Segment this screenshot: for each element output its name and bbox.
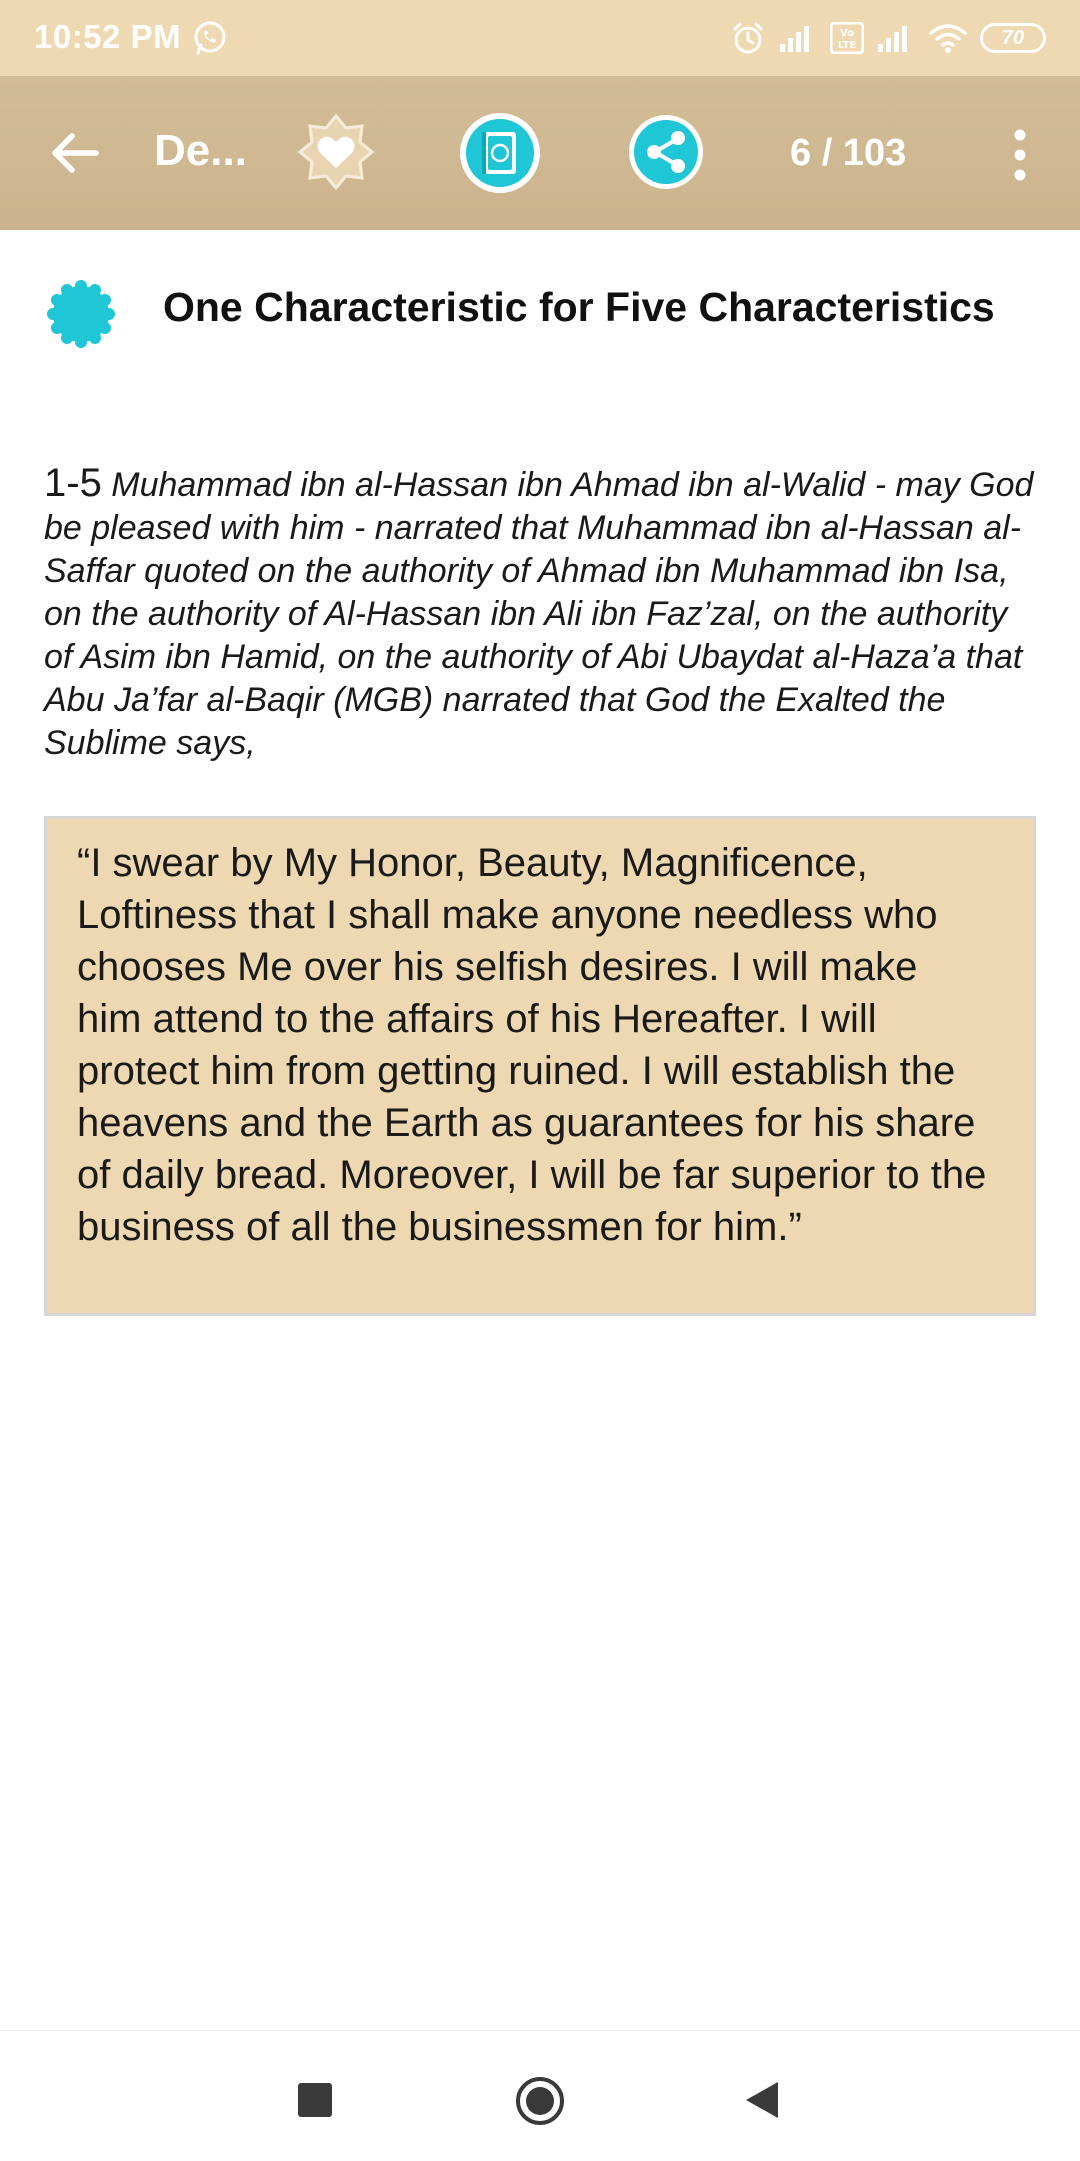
section-header bbox=[0, 270, 1080, 360]
share-button[interactable] bbox=[626, 112, 706, 192]
status-bar bbox=[0, 0, 1080, 76]
back-button[interactable] bbox=[40, 118, 110, 188]
home-circle-icon[interactable] bbox=[514, 2075, 566, 2127]
more-vert-icon bbox=[1000, 120, 1040, 190]
page-counter: 6 / 103 bbox=[790, 132, 907, 174]
wifi-icon bbox=[928, 22, 968, 54]
volte-icon bbox=[830, 22, 864, 54]
favorite-button[interactable] bbox=[296, 112, 376, 192]
signal-icon bbox=[778, 22, 818, 54]
back-arrow-icon bbox=[40, 118, 110, 188]
share-icon bbox=[626, 112, 706, 192]
svg-text:Vo: Vo bbox=[839, 28, 855, 39]
back-triangle-icon[interactable] bbox=[742, 2079, 782, 2121]
status-icons bbox=[730, 16, 1046, 60]
whatsapp-icon bbox=[192, 20, 228, 56]
system-nav-bar bbox=[0, 2030, 1080, 2161]
book-button[interactable] bbox=[457, 110, 543, 196]
book-icon bbox=[457, 110, 543, 196]
narration-number: 1-5 bbox=[44, 461, 102, 505]
signal-icon bbox=[876, 22, 916, 54]
status-time: 10:52 PM bbox=[34, 18, 182, 55]
recents-square-icon[interactable] bbox=[298, 2083, 332, 2117]
section-title: One Characteristic for Five Characteristics bbox=[163, 284, 995, 330]
app-title: De... bbox=[154, 126, 247, 175]
quote-box bbox=[44, 816, 1036, 1316]
app-bar bbox=[0, 76, 1080, 230]
alarm-icon bbox=[730, 20, 766, 56]
narration-text: Muhammad ibn al-Hassan ibn Ahmad ibn al-Walid - may God be pleased with him - narrated that Muhammad ibn al-Hassan al-Saffar quoted on the authority of Ahmad ibn Muhammad ibn Isa, on the authority of Al-Hassan ibn Ali ibn Faz’zal, on the authority of Asim ibn Hamid, on the authority of Abi Ubaydat al-Haza’a that Abu Ja’far al-Baqir (MGB) narrated that God the Exalted the Sublime says, bbox=[44, 466, 1034, 762]
battery-icon: 70 bbox=[980, 23, 1046, 53]
heart-icon bbox=[296, 112, 376, 192]
flower-badge-icon bbox=[45, 278, 117, 350]
narration-paragraph bbox=[44, 462, 1042, 765]
svg-text:LTE: LTE bbox=[837, 40, 857, 51]
quote-text: “I swear by My Honor, Beauty, Magnificence, Loftiness that I shall make anyone needless who chooses Me over his selfish desires. I will make him attend to the affairs of his Hereafter. I will protect him from getting ruined. I will establish the heavens and the Earth as guarantees for his share of daily bread. Moreover, I will be far superior to the business of all the businessmen for him.” bbox=[77, 841, 987, 1249]
more-options-button[interactable] bbox=[1000, 120, 1040, 190]
